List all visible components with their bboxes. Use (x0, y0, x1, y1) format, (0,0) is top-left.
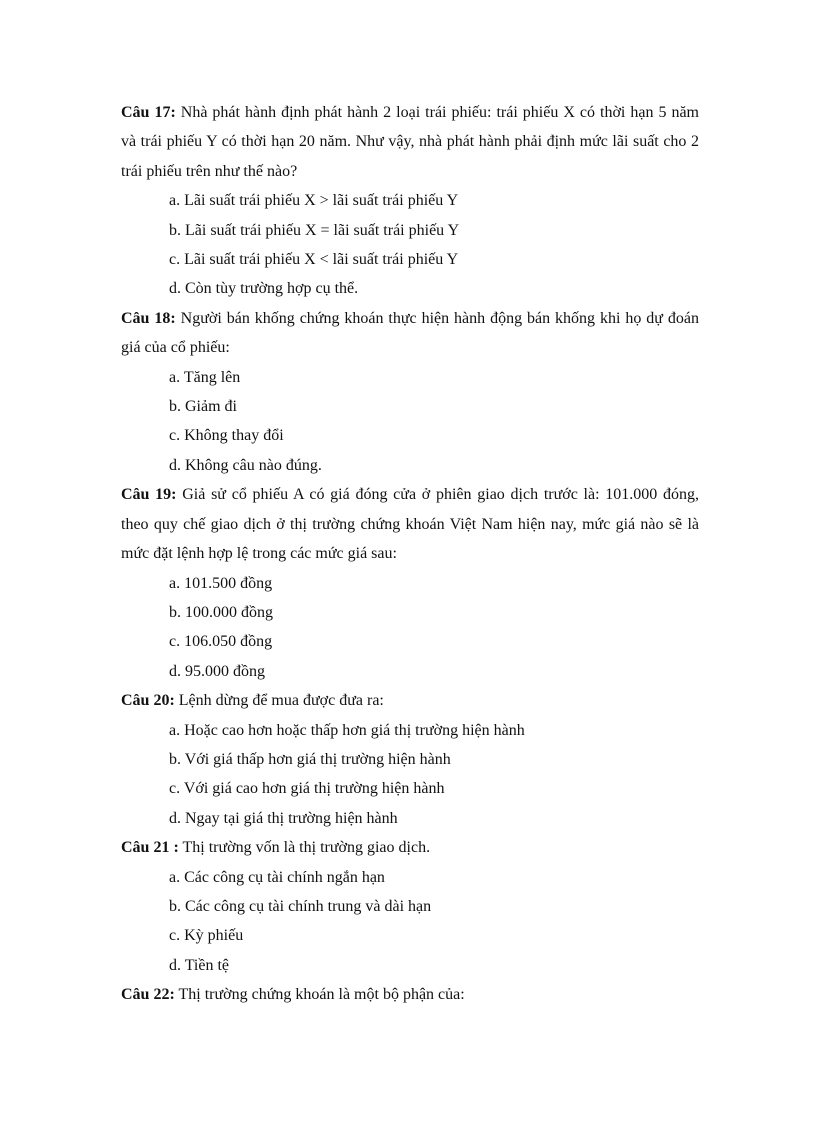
option-b: b. 100.000 đồng (169, 603, 273, 621)
question-block-21 (121, 833, 699, 980)
option-b: b. Giảm đi (169, 398, 237, 416)
option-d: d. Ngay tại giá thị trường hiện hành (169, 809, 398, 827)
question-22 (121, 980, 699, 1009)
option-a: a. 101.500 đồng (169, 574, 273, 592)
question-text: Giả sử cổ phiếu A có giá đóng cửa ở phiên giao dịch trước là: 101.000 đóng, theo quy chế giao dịch ở thị trường chứng khoán Việt Nam hiện nay, mức giá nào sẽ là mức đặt lệnh hợp lệ trong các mức giá sau: (121, 486, 700, 563)
question-17 (121, 98, 699, 186)
option-d: d. 95.000 đồng (169, 662, 265, 680)
question-block-17 (121, 98, 699, 304)
option-b: b. Các công cụ tài chính trung và dài hạn (169, 897, 432, 915)
question-number: Câu 19: (121, 486, 177, 504)
option-a: a. Hoặc cao hơn hoặc thấp hơn giá thị trường hiện hành (169, 721, 525, 739)
option-c: c. Không thay đổi (169, 427, 284, 445)
option-c: c. Lãi suất trái phiếu X < lãi suất trái phiếu Y (169, 251, 459, 269)
question-text: Lệnh dừng để mua được đưa ra: (178, 692, 384, 710)
question-number: Câu 20: (121, 692, 175, 710)
option-d: d. Còn tùy trường hợp cụ thể. (169, 280, 359, 298)
question-list (121, 98, 699, 1010)
question-text: Người bán khống chứng khoán thực hiện hành động bán khống khi họ dự đoán giá của cổ phiếu: (121, 309, 700, 357)
question-18 (121, 304, 699, 363)
question-number: Câu 22: (121, 986, 175, 1004)
option-d: d. Tiền tệ (169, 956, 230, 974)
question-block-18 (121, 304, 699, 480)
question-block-20 (121, 686, 699, 833)
question-text: Thị trường chứng khoán là một bộ phận của: (178, 986, 465, 1004)
question-number: Câu 17: (121, 104, 176, 121)
question-number: Câu 18: (121, 309, 176, 327)
question-number: Câu 21 : (121, 839, 179, 857)
question-block-19 (121, 480, 699, 686)
option-a: a. Tăng lên (169, 368, 241, 386)
option-a: a. Lãi suất trái phiếu X > lãi suất trái phiếu Y (169, 192, 459, 210)
option-a: a. Các công cụ tài chính ngắn hạn (169, 868, 385, 886)
question-19 (121, 480, 699, 568)
question-text: Nhà phát hành định phát hành 2 loại trái phiếu: trái phiếu X có thời hạn 5 năm và trái phiếu Y có thời hạn 20 năm. Như vậy, nhà phát hành phải định mức lãi suất cho 2 trái phiếu trên như thế nào? (121, 104, 699, 180)
option-d: d. Không câu nào đúng. (169, 456, 322, 474)
option-c: c. Với giá cao hơn giá thị trường hiện hành (169, 780, 445, 798)
option-c: c. 106.050 đồng (169, 633, 273, 651)
question-20 (121, 686, 699, 715)
option-b: b. Với giá thấp hơn giá thị trường hiện hành (169, 750, 451, 768)
option-c: c. Kỳ phiếu (169, 927, 244, 945)
option-b: b. Lãi suất trái phiếu X = lãi suất trái phiếu Y (169, 221, 460, 239)
question-block-22 (121, 980, 699, 1009)
question-21 (121, 833, 699, 862)
question-text: Thị trường vốn là thị trường giao dịch. (182, 839, 431, 857)
